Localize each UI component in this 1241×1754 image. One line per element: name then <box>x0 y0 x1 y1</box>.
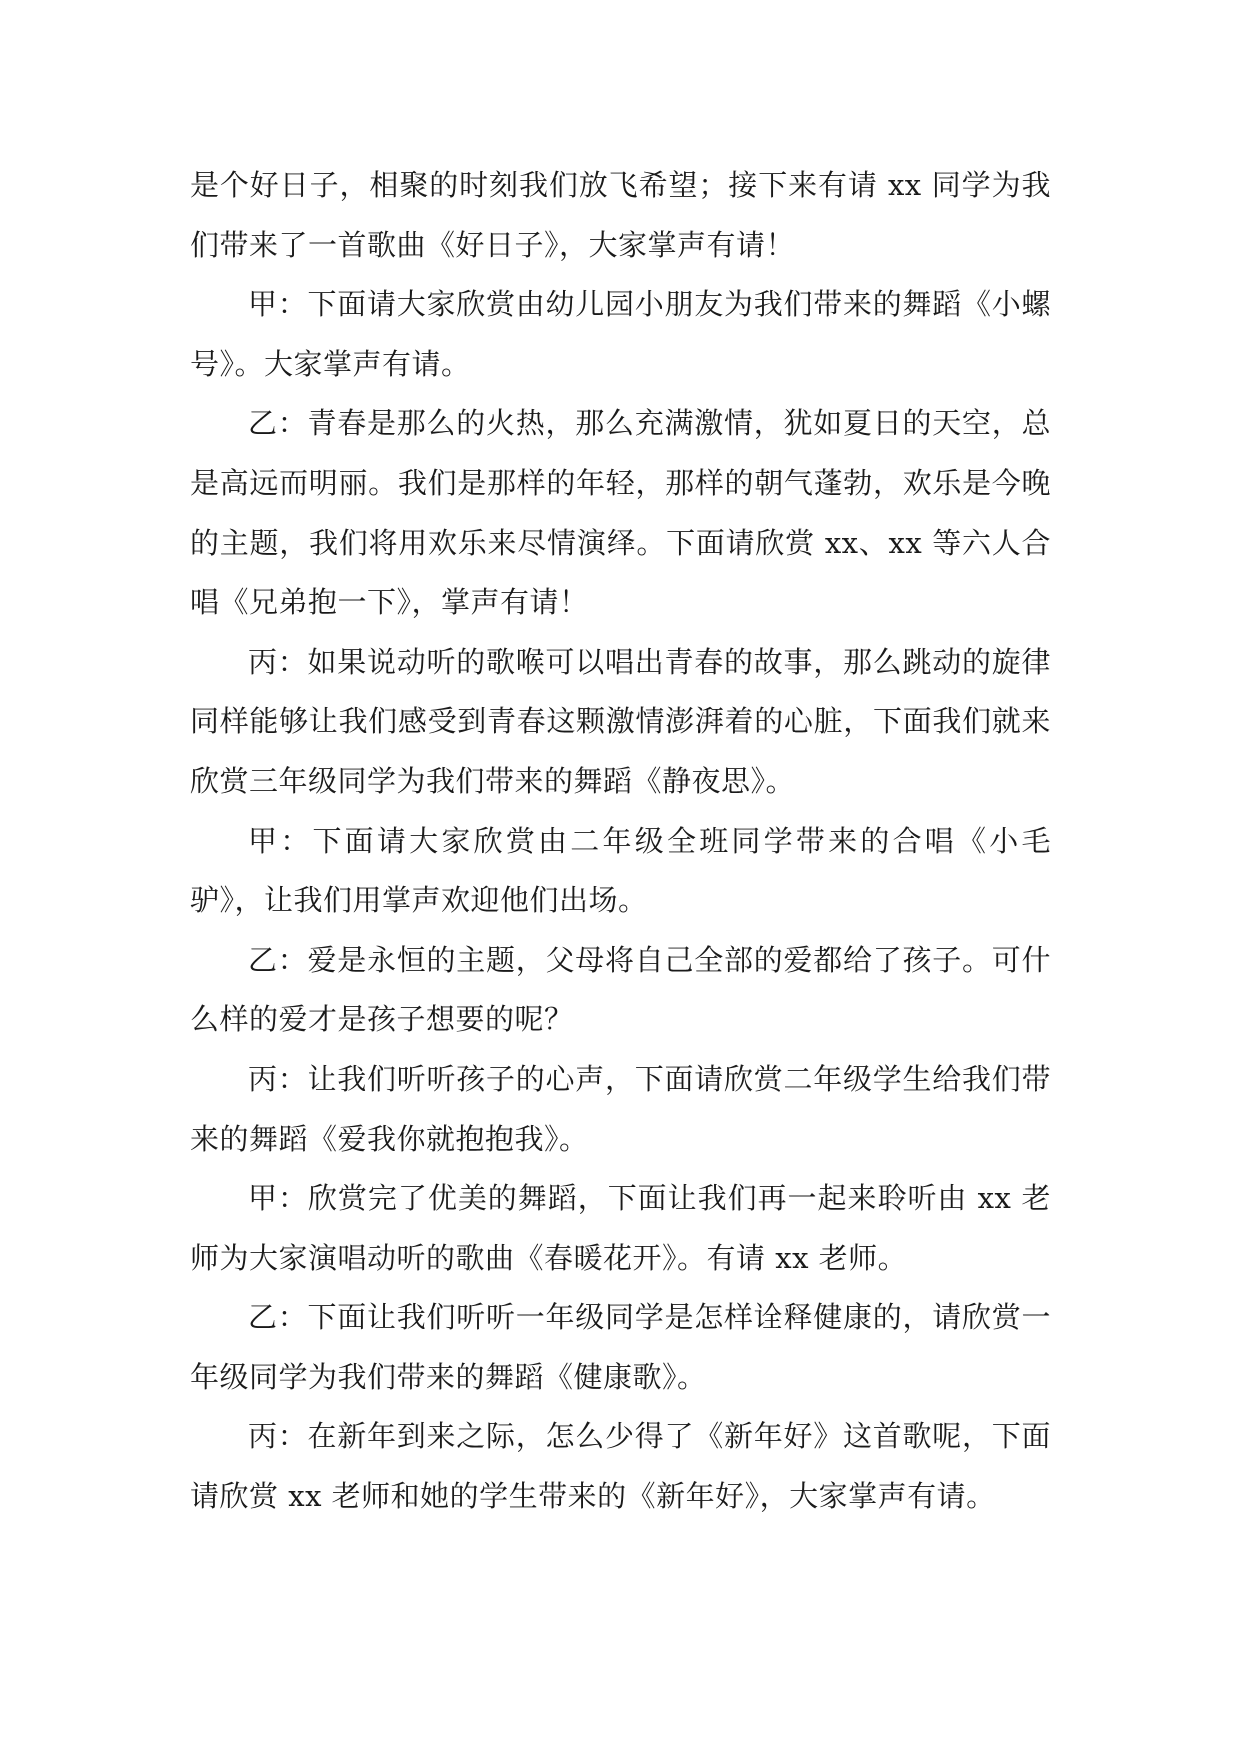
paragraph: 乙：青春是那么的火热，那么充满激情，犹如夏日的天空，总是高远而明丽。我们是那样的年轻，那样的朝气蓬勃，欢乐是今晚的主题，我们将用欢乐来尽情演绎。下面请欣赏 xx、xx 等六人合唱《兄弟抱一下》，掌声有请！ <box>190 406 1051 620</box>
paragraph: 甲：欣赏完了优美的舞蹈，下面让我们再一起来聆听由 xx 老师为大家演唱动听的歌曲《春暖花开》。有请 xx 老师。 <box>190 1181 1051 1275</box>
paragraph: 丙：在新年到来之际，怎么少得了《新年好》这首歌呢，下面请欣赏 xx 老师和她的学生带来的《新年好》，大家掌声有请。 <box>190 1419 1051 1514</box>
paragraph: 丙：让我们听听孩子的心声，下面请欣赏二年级学生给我们带来的舞蹈《爱我你就抱抱我》。 <box>190 1061 1051 1156</box>
document-body <box>190 156 1051 1527</box>
paragraph: 甲：下面请大家欣赏由幼儿园小朋友为我们带来的舞蹈《小螺号》。大家掌声有请。 <box>190 287 1051 381</box>
paragraph: 丙：如果说动听的歌喉可以唱出青春的故事，那么跳动的旋律同样能够让我们感受到青春这颗激情澎湃着的心脏，下面我们就来欣赏三年级同学为我们带来的舞蹈《静夜思》。 <box>190 644 1051 798</box>
paragraph: 甲：下面请大家欣赏由二年级全班同学带来的合唱《小毛驴》，让我们用掌声欢迎他们出场。 <box>190 823 1051 918</box>
paragraph: 乙：下面让我们听听一年级同学是怎样诠释健康的，请欣赏一年级同学为我们带来的舞蹈《健康歌》。 <box>190 1300 1051 1394</box>
paragraph: 是个好日子，相聚的时刻我们放飞希望；接下来有请 xx 同学为我们带来了一首歌曲《好日子》，大家掌声有请！ <box>190 168 1051 262</box>
paragraph: 乙：爱是永恒的主题，父母将自己全部的爱都给了孩子。可什么样的爱才是孩子想要的呢？ <box>190 942 1051 1037</box>
